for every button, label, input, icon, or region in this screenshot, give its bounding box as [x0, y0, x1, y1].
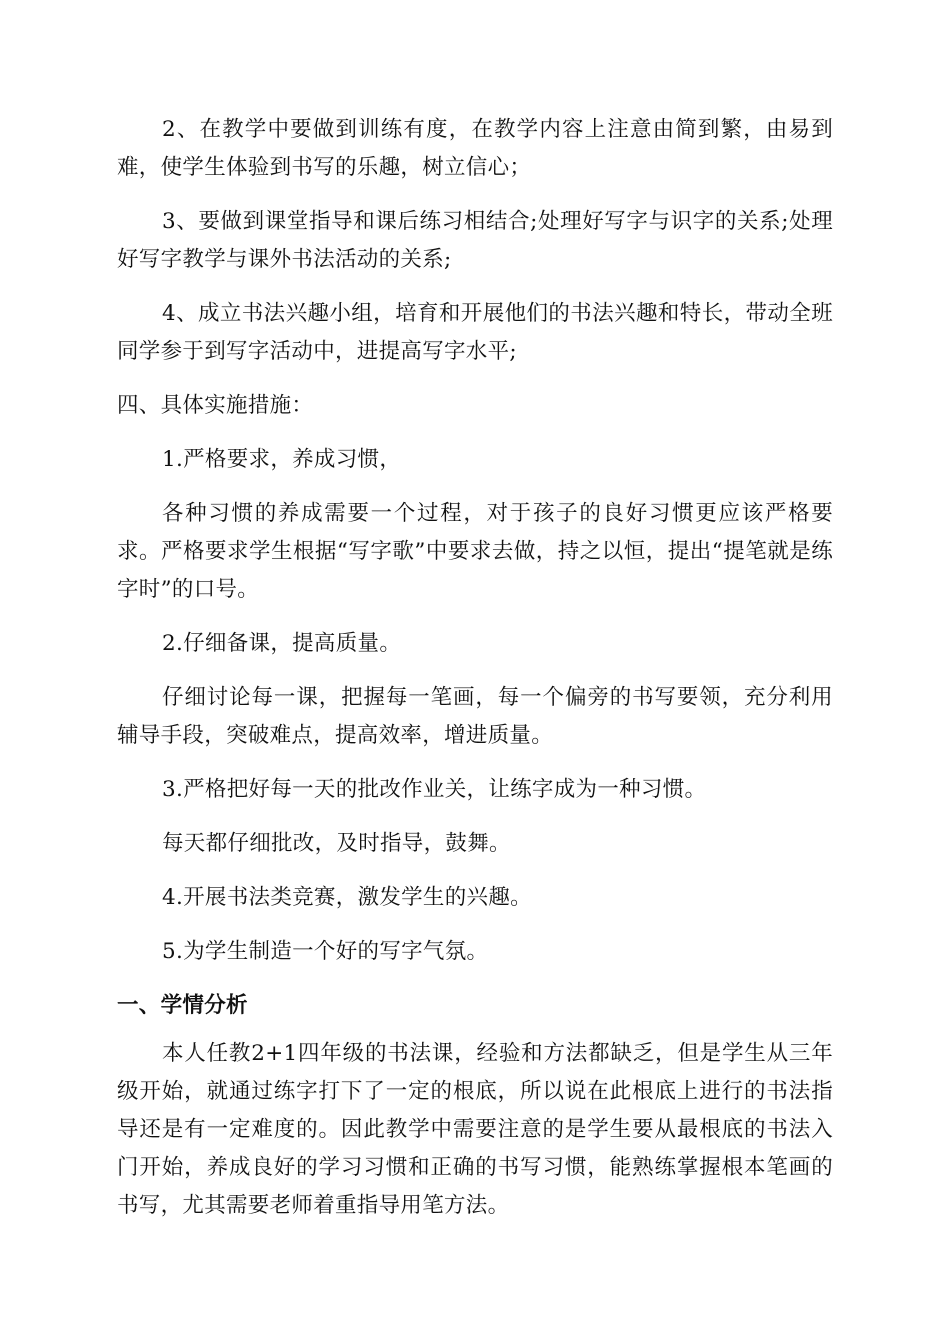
section-heading-analysis: 一、学情分析 — [117, 993, 248, 1018]
measure-4-title: 4.开展书法类竞赛，激发学生的兴趣。 — [162, 885, 532, 910]
measure-5-title: 5.为学生制造一个好的写字气氛。 — [162, 939, 489, 964]
analysis-paragraph: 本人任教2+1四年级的书法课，经验和方法都缺乏，但是学生从三年级开始，就通过练字打下了一定的根底，所以说在此根底上进行的书法指导还是有一定难度的。因此教学中需要注意的是学生要从最根底的书法入门开始，养成良好的学习习惯和正确的书写习惯，能熟练掌握根本笔画的书写，尤其需要老师着重指导用笔方法。 — [117, 1041, 833, 1218]
measure-3-title: 3.严格把好每一天的批改作业关，让练字成为一种习惯。 — [162, 777, 707, 802]
measure-2-body: 仔细讨论每一课，把握每一笔画，每一个偏旁的书写要领，充分利用辅导手段，突破难点，提高效率，增进质量。 — [117, 685, 833, 748]
measure-1-title: 1.严格要求，养成习惯， — [162, 447, 402, 472]
paragraph-point-2: 2、在教学中要做到训练有度，在教学内容上注意由简到繁，由易到难，使学生体验到书写的乐趣，树立信心； — [117, 117, 833, 180]
section-heading-measures: 四、具体实施措施： — [117, 393, 314, 418]
measure-3-body: 每天都仔细批改，及时指导，鼓舞。 — [162, 831, 511, 856]
paragraph-point-3: 3、要做到课堂指导和课后练习相结合;处理好写字与识字的关系;处理好写字教学与课外书法活动的关系; — [117, 209, 833, 272]
measure-2-title: 2.仔细备课，提高质量。 — [162, 631, 402, 656]
measure-1-body: 各种习惯的养成需要一个过程，对于孩子的良好习惯更应该严格要求。严格要求学生根据“写字歌”中要求去做，持之以恒，提出“提笔就是练字时”的口号。 — [117, 501, 833, 602]
document-body — [117, 111, 833, 1241]
paragraph-point-4: 4、成立书法兴趣小组，培育和开展他们的书法兴趣和特长，带动全班同学参于到写字活动中，进提高写字水平; — [117, 301, 833, 364]
